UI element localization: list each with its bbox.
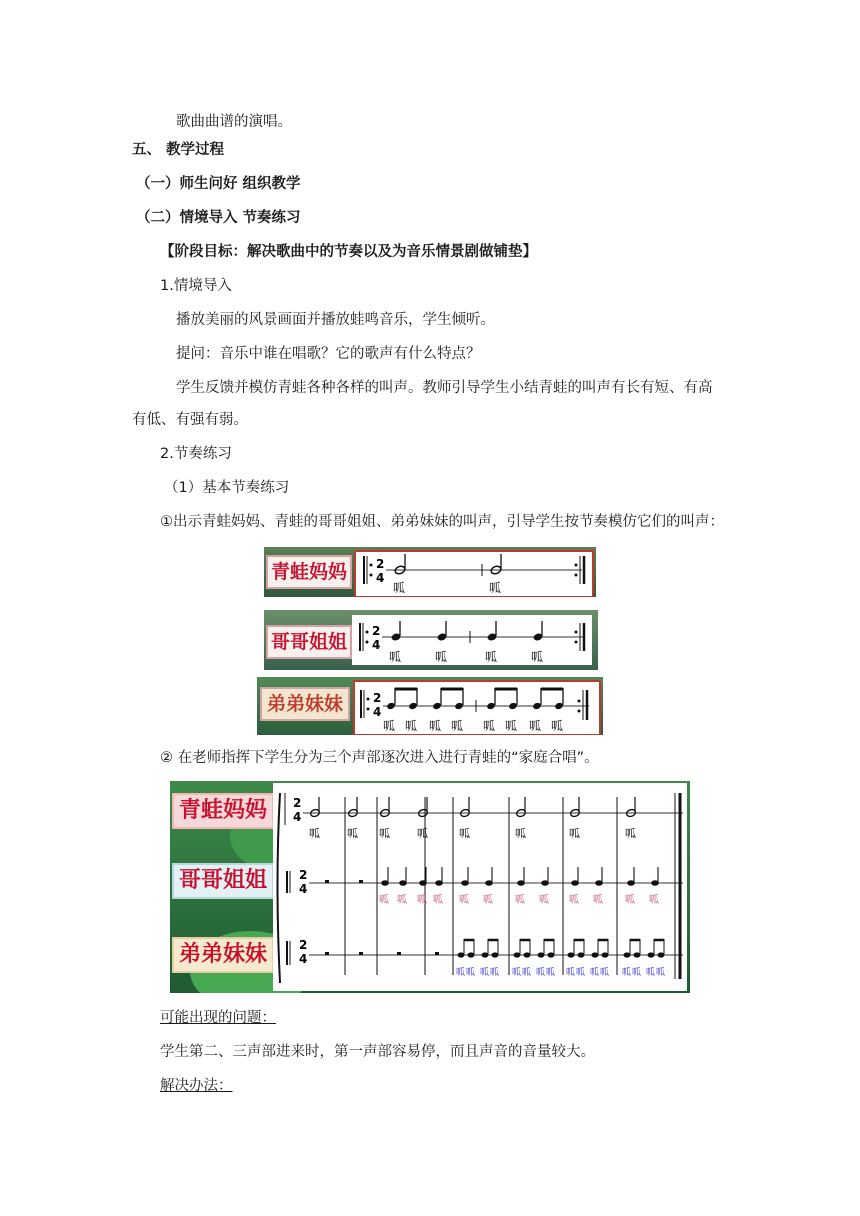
section-heading-5: 五、 教学过程 xyxy=(132,142,225,158)
svg-text:呱: 呱 xyxy=(522,968,532,978)
time-sig-bottom: 4 xyxy=(376,571,385,585)
paragraph-family-choir: ② 在老师指挥下学生分为三个声部逐次进入进行青蛙的“家庭合唱”。 xyxy=(160,750,599,766)
item-1-title: 1.情境导入 xyxy=(160,278,232,294)
svg-text:呱: 呱 xyxy=(512,968,522,978)
rhythm-figure-mother xyxy=(264,547,596,597)
svg-text:呱: 呱 xyxy=(383,719,396,733)
svg-text:呱: 呱 xyxy=(632,968,642,978)
item-2-title: 2.节奏练习 xyxy=(160,446,232,462)
svg-text:呱: 呱 xyxy=(600,968,610,978)
paragraph-1: 歌曲曲谱的演唱。 xyxy=(176,114,292,130)
svg-text:呱: 呱 xyxy=(417,827,428,840)
svg-text:呱: 呱 xyxy=(483,895,493,906)
svg-text:呱: 呱 xyxy=(459,827,470,840)
svg-text:2: 2 xyxy=(299,938,308,952)
svg-text:呱: 呱 xyxy=(451,719,464,733)
svg-text:呱: 呱 xyxy=(622,968,632,978)
rhythm-figure-siblings-older xyxy=(264,610,598,670)
possible-problems-heading: 可能出现的问题： xyxy=(160,1010,276,1026)
svg-text:4: 4 xyxy=(299,952,308,966)
svg-text:4: 4 xyxy=(373,705,382,719)
svg-text:呱: 呱 xyxy=(485,650,498,664)
staff-mother xyxy=(354,550,594,597)
svg-text:呱: 呱 xyxy=(515,827,526,840)
svg-text:呱: 呱 xyxy=(347,827,358,840)
svg-text:2: 2 xyxy=(372,624,381,638)
staff-younger-siblings xyxy=(353,680,601,735)
svg-text:呱: 呱 xyxy=(551,719,564,733)
svg-text:呱: 呱 xyxy=(569,895,579,906)
svg-text:呱: 呱 xyxy=(379,827,390,840)
subheading-2: （二）情境导入 节奏练习 xyxy=(136,210,301,226)
svg-text:呱: 呱 xyxy=(483,719,496,733)
label-younger-siblings: 弟弟妹妹 xyxy=(260,687,350,721)
svg-text:呱: 呱 xyxy=(656,968,666,978)
svg-text:2: 2 xyxy=(373,691,382,705)
paragraph-show-calls: ①出示青蛙妈妈、青蛙的哥哥姐姐、弟弟妹妹的叫声，引导学生按节奏模仿它们的叫声： xyxy=(160,514,724,530)
stage-goal: 【阶段目标：解决歌曲中的节奏以及为音乐情景剧做铺垫】 xyxy=(160,244,537,260)
svg-text:呱: 呱 xyxy=(405,719,418,733)
score-staff xyxy=(273,783,687,991)
svg-text:呱: 呱 xyxy=(480,968,490,978)
svg-text:呱: 呱 xyxy=(646,968,656,978)
svg-text:呱: 呱 xyxy=(309,827,320,840)
svg-text:呱: 呱 xyxy=(515,895,525,906)
sub-item-1-title: （1）基本节奏练习 xyxy=(164,480,290,496)
svg-text:呱: 呱 xyxy=(590,968,600,978)
svg-text:呱: 呱 xyxy=(566,968,576,978)
svg-text:呱: 呱 xyxy=(379,895,389,906)
label-older-siblings: 哥哥姐姐 xyxy=(266,625,352,659)
svg-text:呱: 呱 xyxy=(490,968,500,978)
svg-text:呱: 呱 xyxy=(466,968,476,978)
label-mother: 青蛙妈妈 xyxy=(266,555,352,589)
svg-text:呱: 呱 xyxy=(576,968,586,978)
paragraph-play-music: 播放美丽的风景画面并播放蛙鸣音乐，学生倾听。 xyxy=(176,312,495,328)
score-label-mother: 青蛙妈妈 xyxy=(172,793,274,829)
svg-text:呱: 呱 xyxy=(593,895,603,906)
svg-text:呱: 呱 xyxy=(456,968,466,978)
svg-text:呱: 呱 xyxy=(531,650,544,664)
svg-text:呱: 呱 xyxy=(649,895,659,906)
paragraph-feedback-cont: 有低、有强有弱。 xyxy=(132,412,248,428)
svg-text:2: 2 xyxy=(293,796,302,810)
staff-older-siblings xyxy=(352,615,592,665)
score-label-younger: 弟弟妹妹 xyxy=(172,937,274,973)
svg-text:呱: 呱 xyxy=(569,827,580,840)
svg-text:呱: 呱 xyxy=(529,719,542,733)
svg-text:呱: 呱 xyxy=(459,895,469,906)
svg-text:呱: 呱 xyxy=(389,650,402,664)
svg-text:呱: 呱 xyxy=(433,895,443,906)
score-label-older: 哥哥姐姐 xyxy=(172,863,274,899)
family-choir-score xyxy=(170,781,690,993)
time-sig-top: 2 xyxy=(376,557,385,571)
possible-problems-text: 学生第二、三声部进来时，第一声部容易停，而且声音的音量较大。 xyxy=(160,1044,595,1060)
svg-text:呱: 呱 xyxy=(505,719,518,733)
subheading-1: （一）师生问好 组织教学 xyxy=(136,176,301,192)
svg-text:呱: 呱 xyxy=(435,650,448,664)
svg-text:2: 2 xyxy=(299,868,308,882)
svg-text:呱: 呱 xyxy=(536,968,546,978)
svg-text:4: 4 xyxy=(299,882,308,896)
svg-text:呱: 呱 xyxy=(625,827,636,840)
svg-text:4: 4 xyxy=(372,638,381,652)
svg-text:呱: 呱 xyxy=(539,895,549,906)
syllable: 呱 xyxy=(393,581,406,595)
solution-heading: 解决办法： xyxy=(160,1078,233,1094)
svg-text:呱: 呱 xyxy=(429,719,442,733)
rhythm-figure-siblings-younger xyxy=(257,677,603,735)
svg-text:呱: 呱 xyxy=(546,968,556,978)
syllable: 呱 xyxy=(489,581,502,595)
paragraph-feedback: 学生反馈并模仿青蛙各种各样的叫声。教师引导学生小结青蛙的叫声有长有短、有高 xyxy=(176,380,713,396)
svg-text:4: 4 xyxy=(293,810,302,824)
svg-text:呱: 呱 xyxy=(417,895,427,906)
svg-text:呱: 呱 xyxy=(625,895,635,906)
paragraph-question: 提问：音乐中谁在唱歌？它的歌声有什么特点？ xyxy=(176,346,481,362)
svg-text:呱: 呱 xyxy=(397,895,407,906)
